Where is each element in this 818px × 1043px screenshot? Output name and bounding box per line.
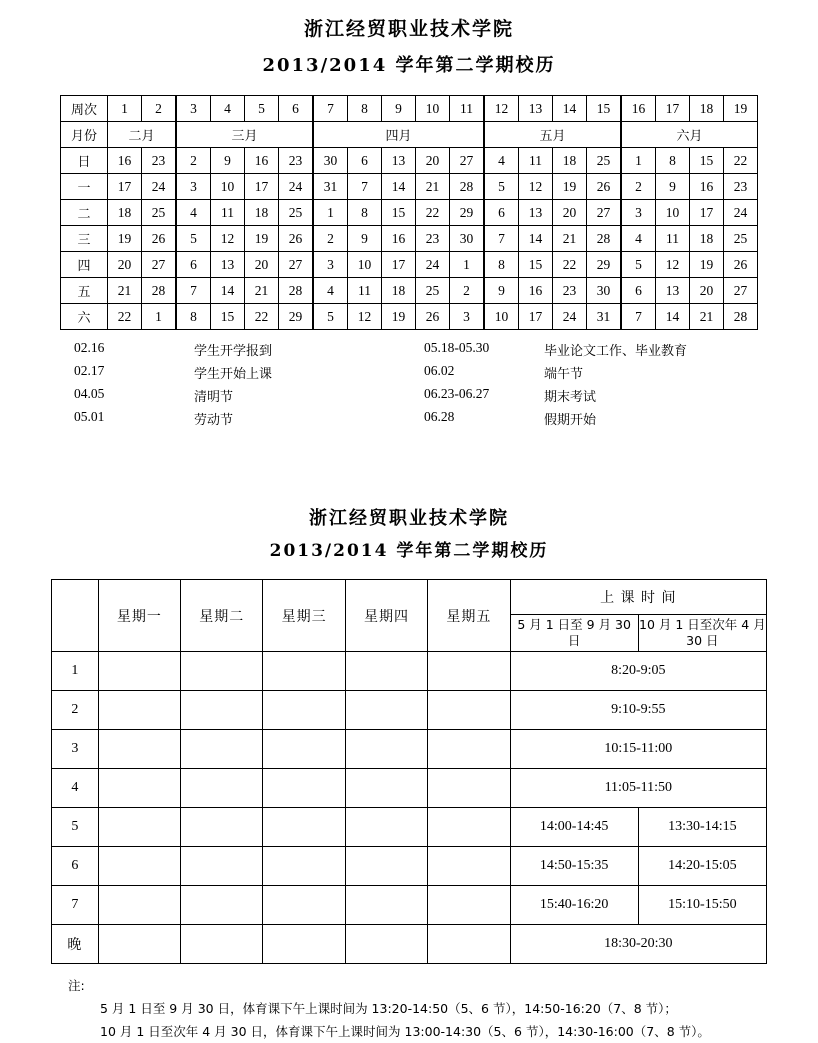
date-cell: 10 [211, 174, 245, 200]
table-row [52, 808, 767, 847]
day-cell [428, 652, 510, 691]
class-time-winter: 13:30-14:15 [638, 808, 766, 847]
event-date: 05.18-05.30 [424, 340, 490, 355]
row-header-tue: 二 [61, 200, 108, 226]
day-cell [98, 847, 180, 886]
date-cell: 31 [313, 174, 348, 200]
date-cell: 26 [142, 226, 177, 252]
header-period-index [52, 580, 99, 652]
date-cell: 9 [348, 226, 382, 252]
date-cell: 14 [656, 304, 690, 330]
day-cell [181, 925, 263, 964]
date-cell: 27 [724, 278, 758, 304]
date-cell: 13 [519, 200, 553, 226]
date-cell: 29 [450, 200, 485, 226]
footnote-label: 注: [68, 978, 85, 993]
row-header-month: 月份 [61, 122, 108, 148]
day-cell [428, 769, 510, 808]
schedule-table-wrapper [0, 579, 818, 964]
table-row [52, 652, 767, 691]
event-text: 学生开学报到 [194, 344, 273, 359]
date-cell: 10 [656, 200, 690, 226]
day-cell [263, 847, 345, 886]
date-cell: 11 [656, 226, 690, 252]
date-cell: 17 [690, 200, 724, 226]
event-date: 06.28 [424, 409, 455, 424]
week-number-cell: 19 [724, 96, 758, 122]
date-cell: 15 [211, 304, 245, 330]
date-cell: 1 [142, 304, 177, 330]
header-monday: 星期一 [98, 580, 180, 652]
footnote-line-2: 10 月 1 日至次年 4 月 30 日，体育课下午上课时间为 13:00-14:30（5、6 节），14:30-16:00（7、8 节）。 [100, 1024, 710, 1040]
list-item [74, 338, 744, 361]
date-cell: 22 [724, 148, 758, 174]
date-cell: 2 [313, 226, 348, 252]
date-cell: 14 [382, 174, 416, 200]
row-header-sun: 日 [61, 148, 108, 174]
date-cell: 22 [553, 252, 587, 278]
class-time-summer: 15:40-16:20 [510, 886, 638, 925]
day-cell [345, 925, 427, 964]
date-cell: 27 [279, 252, 314, 278]
table-row-week-numbers [61, 96, 758, 122]
date-cell: 10 [348, 252, 382, 278]
date-cell: 30 [313, 148, 348, 174]
day-cell [345, 730, 427, 769]
date-cell: 4 [484, 148, 519, 174]
month-cell-may: 五月 [484, 122, 621, 148]
date-cell: 23 [724, 174, 758, 200]
class-time: 9:10-9:55 [510, 691, 766, 730]
date-cell: 27 [142, 252, 177, 278]
footnote [0, 974, 818, 1043]
date-cell: 16 [519, 278, 553, 304]
week-number-cell: 4 [211, 96, 245, 122]
date-cell: 8 [348, 200, 382, 226]
day-cell [263, 925, 345, 964]
day-cell [181, 847, 263, 886]
date-cell: 16 [382, 226, 416, 252]
table-row [52, 886, 767, 925]
table-row [52, 691, 767, 730]
period-index: 5 [52, 808, 99, 847]
date-cell: 21 [245, 278, 279, 304]
date-cell: 27 [587, 200, 622, 226]
class-time-summer: 14:00-14:45 [510, 808, 638, 847]
date-cell: 28 [142, 278, 177, 304]
date-cell: 29 [279, 304, 314, 330]
date-cell: 13 [211, 252, 245, 278]
date-cell: 6 [621, 278, 656, 304]
row-header-thu: 四 [61, 252, 108, 278]
day-cell [98, 730, 180, 769]
date-cell: 11 [348, 278, 382, 304]
event-text: 清明节 [194, 390, 234, 405]
date-cell: 7 [348, 174, 382, 200]
day-cell [181, 886, 263, 925]
date-cell: 28 [279, 278, 314, 304]
event-date: 06.02 [424, 363, 455, 378]
date-cell: 2 [621, 174, 656, 200]
date-cell: 6 [176, 252, 211, 278]
day-cell [428, 730, 510, 769]
schedule-section [0, 504, 818, 1043]
date-cell: 5 [176, 226, 211, 252]
date-cell: 22 [416, 200, 450, 226]
event-date: 04.05 [74, 386, 105, 401]
date-cell: 26 [724, 252, 758, 278]
date-cell: 27 [450, 148, 485, 174]
period-index: 3 [52, 730, 99, 769]
date-cell: 1 [450, 252, 485, 278]
table-row [61, 200, 758, 226]
date-cell: 8 [176, 304, 211, 330]
class-time-table [51, 579, 767, 964]
date-cell: 28 [450, 174, 485, 200]
period-index: 1 [52, 652, 99, 691]
date-cell: 22 [245, 304, 279, 330]
week-number-cell: 14 [553, 96, 587, 122]
date-cell: 22 [108, 304, 142, 330]
date-cell: 1 [313, 200, 348, 226]
key-dates-table [74, 338, 744, 430]
date-cell: 19 [690, 252, 724, 278]
row-header-sat: 六 [61, 304, 108, 330]
date-cell: 6 [484, 200, 519, 226]
date-cell: 5 [484, 174, 519, 200]
event-date: 05.01 [74, 409, 105, 424]
table-row [61, 278, 758, 304]
date-cell: 25 [142, 200, 177, 226]
schedule-title: 浙江经贸职业技术学院 [309, 508, 509, 529]
date-cell: 3 [621, 200, 656, 226]
week-number-cell: 10 [416, 96, 450, 122]
day-cell [263, 808, 345, 847]
date-cell: 17 [245, 174, 279, 200]
date-cell: 28 [587, 226, 622, 252]
date-cell: 21 [690, 304, 724, 330]
table-row [52, 769, 767, 808]
date-cell: 15 [382, 200, 416, 226]
class-time: 8:20-9:05 [510, 652, 766, 691]
header-summer-period: 5 月 1 日至 9 月 30 日 [510, 615, 638, 652]
week-number-cell: 11 [450, 96, 485, 122]
date-cell: 2 [176, 148, 211, 174]
header-wednesday: 星期三 [263, 580, 345, 652]
event-text: 期末考试 [544, 390, 597, 405]
day-cell [98, 808, 180, 847]
class-time: 10:15-11:00 [510, 730, 766, 769]
table-row [61, 252, 758, 278]
date-cell: 3 [450, 304, 485, 330]
date-cell: 25 [279, 200, 314, 226]
date-cell: 23 [416, 226, 450, 252]
page-subtitle: 2013/2014 学年第二学期校历 [262, 55, 556, 76]
date-cell: 16 [690, 174, 724, 200]
date-cell: 12 [519, 174, 553, 200]
header-tuesday: 星期二 [181, 580, 263, 652]
date-cell: 23 [553, 278, 587, 304]
day-cell [428, 691, 510, 730]
date-cell: 28 [724, 304, 758, 330]
date-cell: 10 [484, 304, 519, 330]
class-time-winter: 14:20-15:05 [638, 847, 766, 886]
day-cell [98, 925, 180, 964]
date-cell: 3 [313, 252, 348, 278]
event-text: 端午节 [544, 367, 584, 382]
date-cell: 21 [553, 226, 587, 252]
day-cell [428, 847, 510, 886]
date-cell: 15 [690, 148, 724, 174]
row-header-fri: 五 [61, 278, 108, 304]
week-number-cell: 12 [484, 96, 519, 122]
day-cell [345, 691, 427, 730]
academic-calendar-table [60, 95, 758, 330]
date-cell: 11 [519, 148, 553, 174]
date-cell: 7 [484, 226, 519, 252]
week-number-cell: 15 [587, 96, 622, 122]
period-index: 2 [52, 691, 99, 730]
date-cell: 14 [211, 278, 245, 304]
table-row [61, 226, 758, 252]
date-cell: 29 [587, 252, 622, 278]
date-cell: 26 [587, 174, 622, 200]
date-cell: 18 [245, 200, 279, 226]
month-cell-mar: 三月 [176, 122, 313, 148]
date-cell: 16 [245, 148, 279, 174]
month-cell-jun: 六月 [621, 122, 758, 148]
header-class-time: 上 课 时 间 [510, 580, 766, 615]
date-cell: 20 [553, 200, 587, 226]
day-cell [263, 652, 345, 691]
calendar-section [0, 0, 818, 430]
date-cell: 15 [519, 252, 553, 278]
table-row [61, 148, 758, 174]
date-cell: 20 [690, 278, 724, 304]
table-row [61, 304, 758, 330]
table-row [52, 847, 767, 886]
date-cell: 4 [621, 226, 656, 252]
date-cell: 25 [724, 226, 758, 252]
day-cell [345, 847, 427, 886]
calendar-table-wrapper [0, 95, 818, 330]
period-index: 6 [52, 847, 99, 886]
date-cell: 31 [587, 304, 622, 330]
week-number-cell: 2 [142, 96, 177, 122]
day-cell [98, 769, 180, 808]
date-cell: 9 [211, 148, 245, 174]
date-cell: 18 [108, 200, 142, 226]
row-header-mon: 一 [61, 174, 108, 200]
event-text: 假期开始 [544, 413, 597, 428]
week-number-cell: 8 [348, 96, 382, 122]
week-number-cell: 1 [108, 96, 142, 122]
date-cell: 4 [176, 200, 211, 226]
date-cell: 12 [656, 252, 690, 278]
date-cell: 5 [621, 252, 656, 278]
day-cell [98, 652, 180, 691]
table-header-row [52, 580, 767, 615]
date-cell: 12 [211, 226, 245, 252]
day-cell [263, 886, 345, 925]
list-item [74, 361, 744, 384]
date-cell: 13 [656, 278, 690, 304]
schedule-subtitle: 2013/2014 学年第二学期校历 [269, 541, 549, 561]
date-cell: 19 [108, 226, 142, 252]
date-cell: 26 [279, 226, 314, 252]
date-cell: 8 [656, 148, 690, 174]
date-cell: 11 [211, 200, 245, 226]
day-cell [428, 925, 510, 964]
table-row [61, 174, 758, 200]
day-cell [428, 808, 510, 847]
date-cell: 20 [416, 148, 450, 174]
event-date: 02.17 [74, 363, 105, 378]
day-cell [181, 730, 263, 769]
period-index: 4 [52, 769, 99, 808]
day-cell [263, 730, 345, 769]
day-cell [263, 769, 345, 808]
list-item [74, 407, 744, 430]
week-number-cell: 5 [245, 96, 279, 122]
event-text: 毕业论文工作、毕业教育 [544, 344, 688, 359]
class-time-summer: 14:50-15:35 [510, 847, 638, 886]
date-cell: 5 [313, 304, 348, 330]
date-cell: 24 [416, 252, 450, 278]
date-cell: 21 [416, 174, 450, 200]
date-cell: 30 [587, 278, 622, 304]
day-cell [98, 886, 180, 925]
table-row-months [61, 122, 758, 148]
date-cell: 25 [587, 148, 622, 174]
date-cell: 18 [553, 148, 587, 174]
day-cell [345, 808, 427, 847]
date-cell: 7 [621, 304, 656, 330]
event-text: 学生开始上课 [194, 367, 273, 382]
week-number-cell: 7 [313, 96, 348, 122]
date-cell: 2 [450, 278, 485, 304]
date-cell: 19 [382, 304, 416, 330]
day-cell [428, 886, 510, 925]
week-number-cell: 3 [176, 96, 211, 122]
date-cell: 8 [484, 252, 519, 278]
date-cell: 17 [108, 174, 142, 200]
date-cell: 17 [382, 252, 416, 278]
day-cell [181, 769, 263, 808]
date-cell: 14 [519, 226, 553, 252]
date-cell: 21 [108, 278, 142, 304]
event-date: 06.23-06.27 [424, 386, 490, 401]
class-time: 11:05-11:50 [510, 769, 766, 808]
period-index: 7 [52, 886, 99, 925]
date-cell: 19 [245, 226, 279, 252]
week-number-cell: 13 [519, 96, 553, 122]
header-friday: 星期五 [428, 580, 510, 652]
date-cell: 24 [142, 174, 177, 200]
date-cell: 26 [416, 304, 450, 330]
date-cell: 6 [348, 148, 382, 174]
header-winter-period: 10 月 1 日至次年 4 月 30 日 [638, 615, 766, 652]
day-cell [181, 652, 263, 691]
week-number-cell: 6 [279, 96, 314, 122]
date-cell: 16 [108, 148, 142, 174]
day-cell [345, 652, 427, 691]
key-dates-list [0, 338, 818, 430]
date-cell: 20 [108, 252, 142, 278]
day-cell [98, 691, 180, 730]
day-cell [345, 886, 427, 925]
day-cell [345, 769, 427, 808]
table-row [52, 730, 767, 769]
event-date: 02.16 [74, 340, 105, 355]
day-cell [181, 691, 263, 730]
date-cell: 20 [245, 252, 279, 278]
date-cell: 3 [176, 174, 211, 200]
class-time: 18:30-20:30 [510, 925, 766, 964]
week-number-cell: 9 [382, 96, 416, 122]
week-number-cell: 16 [621, 96, 656, 122]
list-item [74, 384, 744, 407]
week-number-cell: 17 [656, 96, 690, 122]
day-cell [263, 691, 345, 730]
month-cell-feb: 二月 [108, 122, 177, 148]
row-header-wed: 三 [61, 226, 108, 252]
page-title: 浙江经贸职业技术学院 [303, 18, 514, 40]
date-cell: 17 [519, 304, 553, 330]
period-index-evening: 晚 [52, 925, 99, 964]
date-cell: 24 [553, 304, 587, 330]
date-cell: 9 [656, 174, 690, 200]
class-time-winter: 15:10-15:50 [638, 886, 766, 925]
date-cell: 4 [313, 278, 348, 304]
table-row [52, 925, 767, 964]
date-cell: 7 [176, 278, 211, 304]
date-cell: 23 [279, 148, 314, 174]
event-text: 劳动节 [194, 413, 234, 428]
date-cell: 13 [382, 148, 416, 174]
date-cell: 23 [142, 148, 177, 174]
date-cell: 12 [348, 304, 382, 330]
date-cell: 18 [382, 278, 416, 304]
footnote-line-1: 5 月 1 日至 9 月 30 日，体育课下午上课时间为 13:20-14:50（5、6 节），14:50-16:20（7、8 节）； [100, 1001, 677, 1017]
date-cell: 25 [416, 278, 450, 304]
date-cell: 9 [484, 278, 519, 304]
date-cell: 24 [724, 200, 758, 226]
date-cell: 30 [450, 226, 485, 252]
date-cell: 1 [621, 148, 656, 174]
date-cell: 18 [690, 226, 724, 252]
header-thursday: 星期四 [345, 580, 427, 652]
row-header-week: 周次 [61, 96, 108, 122]
week-number-cell: 18 [690, 96, 724, 122]
month-cell-apr: 四月 [313, 122, 484, 148]
date-cell: 24 [279, 174, 314, 200]
day-cell [181, 808, 263, 847]
date-cell: 19 [553, 174, 587, 200]
